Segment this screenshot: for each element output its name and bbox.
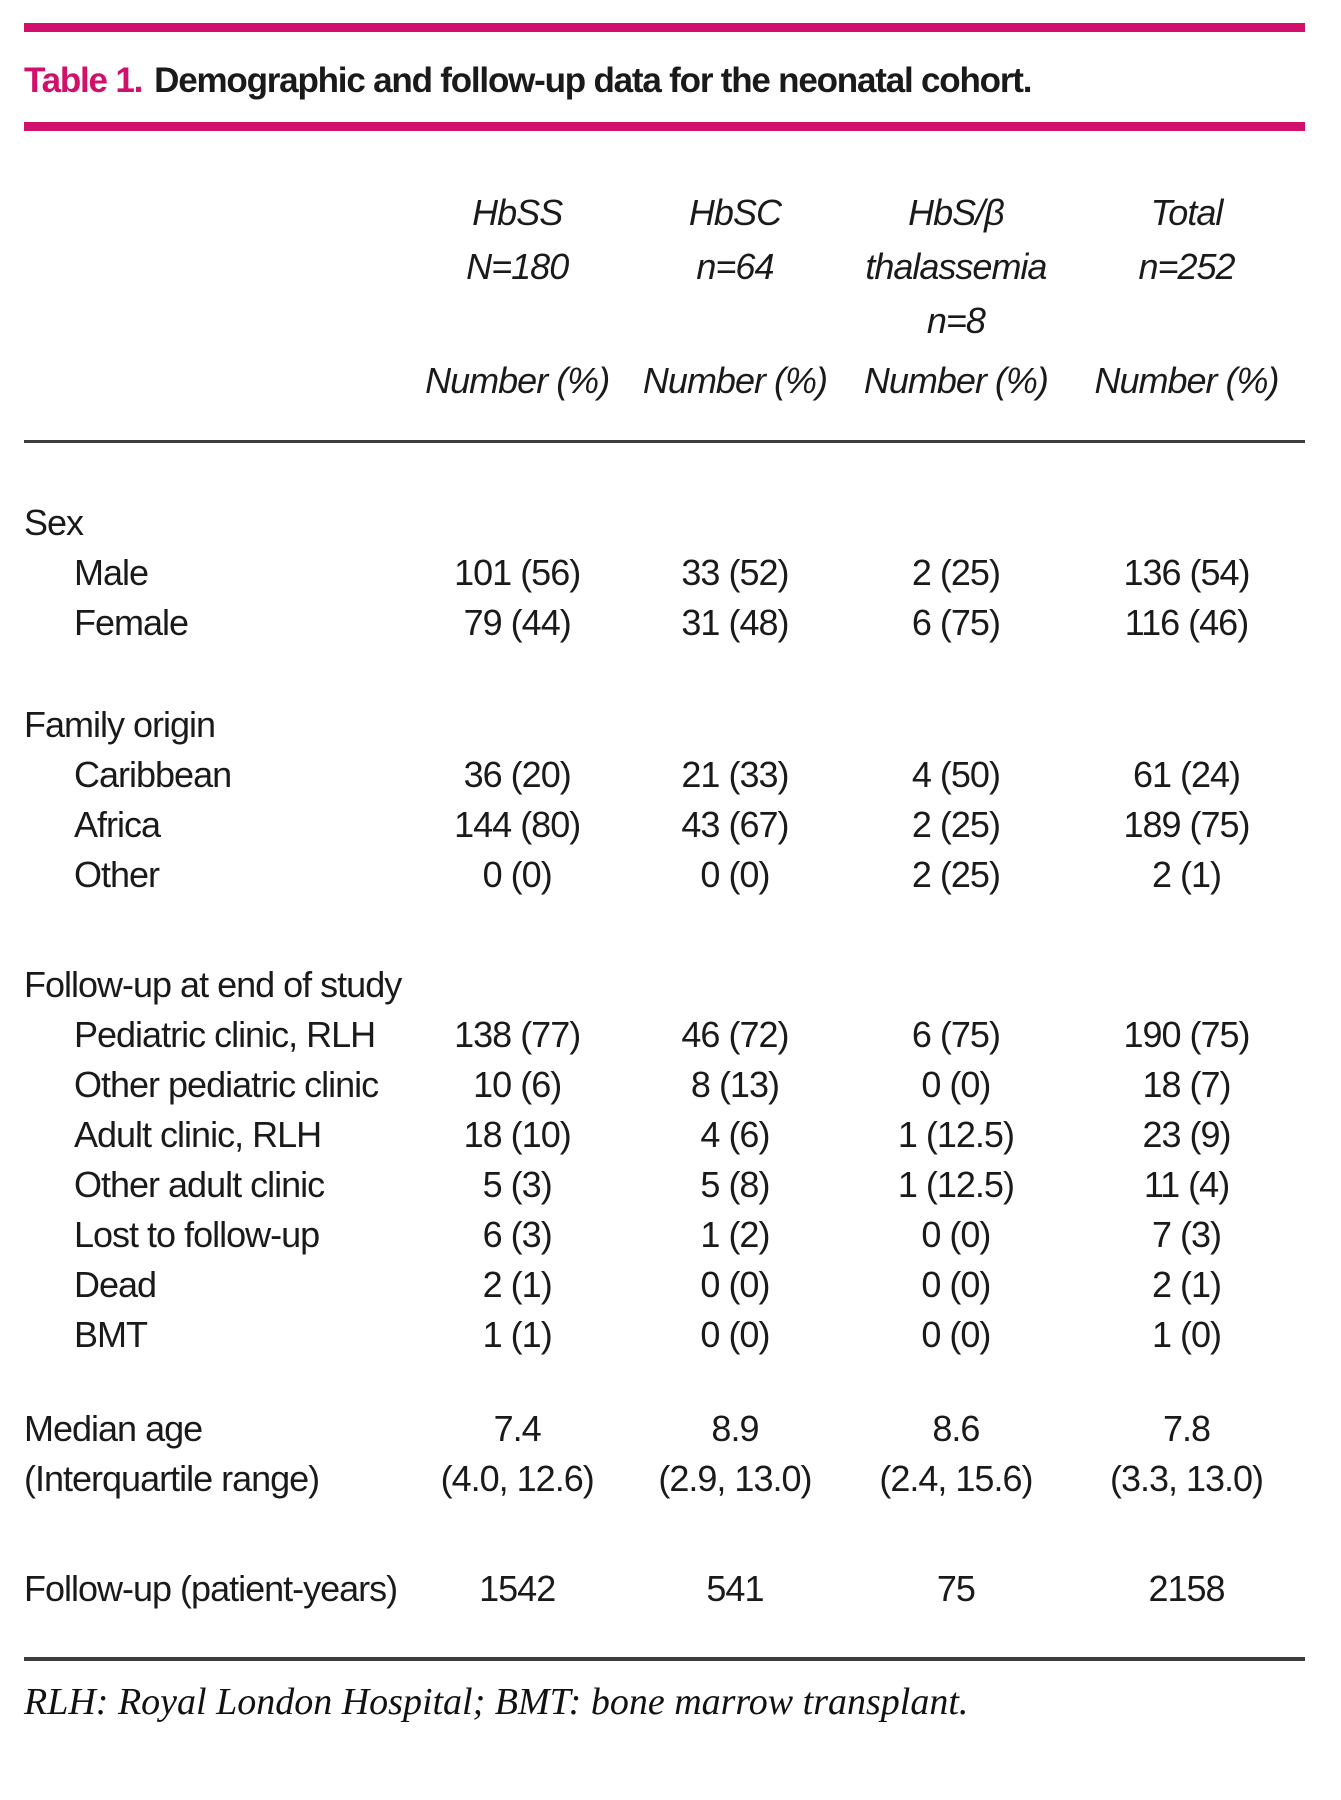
section-header-label: Family origin bbox=[24, 704, 216, 745]
data-cell: 190 (75) bbox=[1123, 1014, 1250, 1055]
data-cell: 1542 bbox=[479, 1568, 556, 1609]
row-label: Male bbox=[74, 552, 149, 593]
data-cell: 136 (54) bbox=[1123, 552, 1250, 593]
table-row bbox=[24, 548, 1305, 598]
data-cell: 6 (75) bbox=[911, 602, 1000, 643]
data-cell: 33 (52) bbox=[681, 552, 789, 593]
data-cell: 8.9 bbox=[711, 1408, 759, 1449]
data-cell: 36 (20) bbox=[463, 754, 571, 795]
caption-bottom-accent-rule bbox=[24, 122, 1305, 131]
data-cell: 0 (0) bbox=[921, 1314, 991, 1355]
row-label: (Interquartile range) bbox=[24, 1458, 320, 1499]
data-cell: 1 (0) bbox=[1151, 1314, 1222, 1355]
data-cell: 46 (72) bbox=[681, 1014, 789, 1055]
data-cell: 2 (1) bbox=[1151, 854, 1222, 895]
data-cell: (2.9, 13.0) bbox=[658, 1458, 812, 1499]
data-cell: 0 (0) bbox=[921, 1214, 991, 1255]
column-header bbox=[1068, 186, 1305, 348]
data-cell: 144 (80) bbox=[454, 804, 581, 845]
table-row bbox=[24, 1260, 1305, 1310]
data-cell: 7.8 bbox=[1162, 1408, 1211, 1449]
section-header-label: Sex bbox=[24, 502, 84, 543]
section-spacer bbox=[24, 1504, 1305, 1564]
table-row bbox=[24, 1110, 1305, 1160]
column-header-empty bbox=[24, 348, 408, 440]
measure-headers-row bbox=[24, 348, 1305, 440]
row-label: Female bbox=[74, 602, 189, 643]
data-cell: 2 (1) bbox=[482, 1264, 552, 1305]
data-cell: 79 (44) bbox=[463, 602, 571, 643]
data-cell: 4 (6) bbox=[700, 1114, 770, 1155]
section-spacer bbox=[24, 443, 1305, 498]
table-row bbox=[24, 598, 1305, 648]
section-spacer bbox=[24, 648, 1305, 700]
data-cell: 31 (48) bbox=[681, 602, 789, 643]
table-caption bbox=[24, 57, 1305, 105]
data-cell: 138 (77) bbox=[454, 1014, 581, 1055]
data-cell: 4 (50) bbox=[911, 754, 1000, 795]
data-cell: 0 (0) bbox=[700, 1314, 770, 1355]
column-header-line: n=64 bbox=[696, 246, 774, 287]
data-cell: 11 (4) bbox=[1143, 1164, 1230, 1205]
table-caption-number: Table 1. bbox=[24, 61, 143, 100]
data-cell: 61 (24) bbox=[1132, 754, 1241, 795]
data-cell: (2.4, 15.6) bbox=[879, 1458, 1033, 1499]
data-cell: 116 (46) bbox=[1124, 602, 1249, 643]
data-cell: 43 (67) bbox=[681, 804, 789, 845]
section-spacer bbox=[24, 1360, 1305, 1404]
data-cell: 1 (1) bbox=[482, 1314, 552, 1355]
table-caption-text: Demographic and follow-up data for the neonatal cohort. bbox=[154, 61, 1032, 100]
column-header-line: HbS/β bbox=[908, 192, 1004, 233]
data-cell: 8.6 bbox=[932, 1408, 980, 1449]
data-cell: 10 (6) bbox=[473, 1064, 562, 1105]
column-header-line: n=252 bbox=[1138, 246, 1235, 287]
section-header-label: Follow-up at end of study bbox=[24, 964, 402, 1005]
row-label: Dead bbox=[74, 1264, 157, 1305]
data-cell: 5 (3) bbox=[482, 1164, 552, 1205]
data-cell: 0 (0) bbox=[700, 854, 770, 895]
data-cell: 0 (0) bbox=[482, 854, 552, 895]
column-headers-row bbox=[24, 186, 1305, 348]
data-cell: 2 (25) bbox=[911, 854, 1000, 895]
table-row bbox=[24, 1404, 1305, 1454]
measure-header: Number (%) bbox=[863, 360, 1048, 401]
row-label: Follow-up (patient-years) bbox=[24, 1568, 398, 1609]
data-cell: 1 (2) bbox=[700, 1214, 770, 1255]
table-row bbox=[24, 1310, 1305, 1360]
data-cell: 541 bbox=[706, 1568, 764, 1609]
measure-header: Number (%) bbox=[425, 360, 610, 401]
row-label: Other bbox=[74, 854, 160, 895]
column-header-line: HbSC bbox=[688, 192, 781, 233]
data-cell: 0 (0) bbox=[921, 1264, 991, 1305]
data-cell: (3.3, 13.0) bbox=[1109, 1458, 1264, 1499]
table-row bbox=[24, 1454, 1305, 1504]
data-cell: 75 bbox=[936, 1568, 975, 1609]
data-cell: 18 (7) bbox=[1142, 1064, 1231, 1105]
data-cell: 7.4 bbox=[493, 1408, 541, 1449]
table-row bbox=[24, 850, 1305, 900]
table-row bbox=[24, 1210, 1305, 1260]
data-cell: 6 (75) bbox=[911, 1014, 1000, 1055]
section-spacer bbox=[24, 900, 1305, 960]
data-cell: 5 (8) bbox=[700, 1164, 770, 1205]
table-row bbox=[24, 1564, 1305, 1614]
data-cell: 1 (12.5) bbox=[897, 1114, 1014, 1155]
footnote: RLH: Royal London Hospital; BMT: bone marrow transplant. bbox=[24, 1681, 969, 1723]
column-header-empty bbox=[24, 186, 408, 348]
column-header bbox=[844, 186, 1068, 348]
column-header-line: HbSS bbox=[472, 192, 563, 233]
data-cell: 2 (25) bbox=[911, 804, 1000, 845]
demographics-table bbox=[24, 186, 1305, 1614]
section-header-row bbox=[24, 700, 1305, 750]
column-header-line: thalassemia bbox=[865, 246, 1047, 287]
data-cell: 2 (25) bbox=[911, 552, 1000, 593]
data-cell: 7 (3) bbox=[1151, 1214, 1222, 1255]
data-cell: 101 (56) bbox=[454, 552, 581, 593]
data-cell: 18 (10) bbox=[463, 1114, 571, 1155]
top-accent-rule bbox=[24, 23, 1305, 32]
data-cell: 2158 bbox=[1148, 1568, 1225, 1609]
row-label: Pediatric clinic, RLH bbox=[74, 1014, 376, 1055]
row-label: Other pediatric clinic bbox=[74, 1064, 379, 1105]
row-label: Adult clinic, RLH bbox=[74, 1114, 322, 1155]
row-label: Other adult clinic bbox=[74, 1164, 325, 1205]
column-header-line: N=180 bbox=[466, 246, 569, 287]
table-header bbox=[24, 186, 1305, 443]
row-label: Lost to follow-up bbox=[74, 1214, 320, 1255]
data-cell: 6 (3) bbox=[482, 1214, 552, 1255]
table-row bbox=[24, 1060, 1305, 1110]
data-cell: 2 (1) bbox=[1151, 1264, 1222, 1305]
data-cell: 0 (0) bbox=[700, 1264, 770, 1305]
data-cell: 189 (75) bbox=[1123, 804, 1250, 845]
row-label: Africa bbox=[74, 804, 161, 845]
measure-header: Number (%) bbox=[642, 360, 827, 401]
table-row bbox=[24, 1010, 1305, 1060]
data-cell: 21 (33) bbox=[681, 754, 789, 795]
row-label: BMT bbox=[74, 1314, 147, 1355]
section-header-row bbox=[24, 498, 1305, 548]
table-row bbox=[24, 800, 1305, 850]
data-cell: 23 (9) bbox=[1142, 1114, 1231, 1155]
row-label: Median age bbox=[24, 1408, 203, 1449]
table-bottom-rule bbox=[24, 1657, 1305, 1661]
data-cell: 1 (12.5) bbox=[897, 1164, 1014, 1205]
column-header bbox=[626, 186, 844, 348]
table-body bbox=[24, 443, 1305, 1614]
table-row bbox=[24, 750, 1305, 800]
section-header-row bbox=[24, 960, 1305, 1010]
column-header-line: Total bbox=[1150, 192, 1223, 233]
row-label: Caribbean bbox=[74, 754, 232, 795]
table-row bbox=[24, 1160, 1305, 1210]
column-header bbox=[408, 186, 626, 348]
column-header-line: n=8 bbox=[926, 300, 985, 341]
measure-header: Number (%) bbox=[1094, 360, 1279, 401]
data-cell: 8 (13) bbox=[690, 1064, 779, 1105]
data-cell: 0 (0) bbox=[921, 1064, 991, 1105]
data-cell: (4.0, 12.6) bbox=[440, 1458, 594, 1499]
